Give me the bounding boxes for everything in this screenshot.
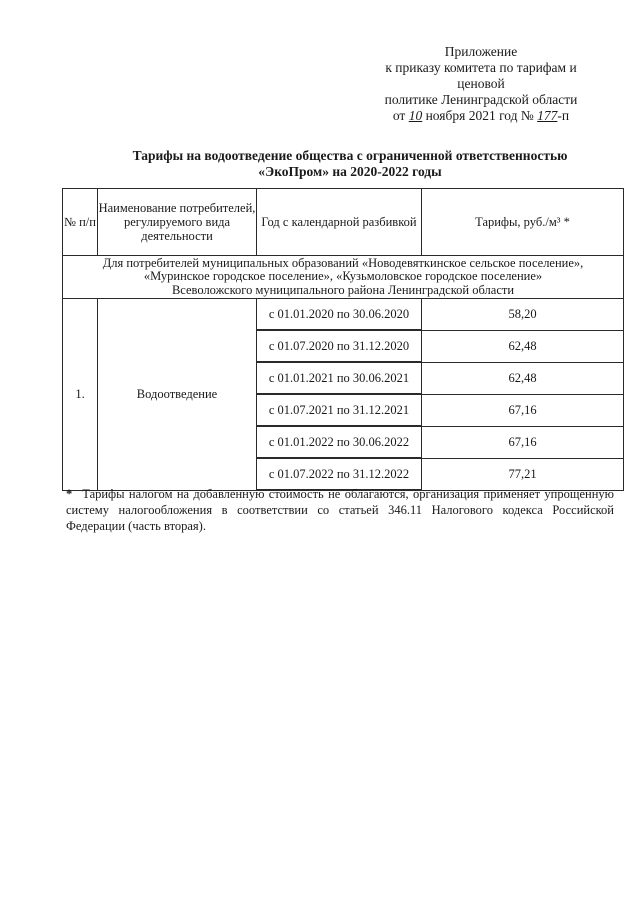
footnote-marker: *	[66, 487, 73, 501]
period-cell: с 01.01.2020 по 30.06.2020	[257, 299, 422, 331]
tariff-cell: 67,16	[422, 394, 624, 426]
period-cell: с 01.01.2021 по 30.06.2021	[257, 362, 422, 394]
group-row	[63, 256, 624, 299]
appendix-line-1: Приложение	[444, 44, 518, 59]
group-line-1: Для потребителей муниципальных образований «Новодевяткинское сельское поселение»,	[102, 255, 584, 270]
tariff-cell: 62,48	[422, 362, 624, 394]
tariff-cell: 62,48	[422, 330, 624, 362]
appendix-header	[372, 44, 590, 124]
order-suffix: -п	[557, 108, 570, 123]
header-tariff: Тарифы, руб./м³ *	[422, 189, 624, 256]
tariff-cell: 77,21	[422, 458, 624, 490]
table-row	[63, 299, 624, 331]
title-line-2: «ЭкоПром» на 2020-2022 годы	[258, 164, 442, 179]
title-line-1: Тарифы на водоотведение общества с ограниченной ответственностью	[132, 148, 568, 163]
header-num: № п/п	[63, 189, 98, 256]
footnote	[66, 486, 614, 534]
order-number: 177	[537, 108, 558, 123]
row-service-name: Водоотведение	[98, 299, 257, 491]
document-title	[60, 148, 640, 180]
group-line-3: Всеволожского муниципального района Ленинградской области	[171, 282, 515, 297]
tariff-table	[62, 188, 624, 491]
tariff-cell: 58,20	[422, 299, 624, 331]
period-cell: с 01.01.2022 по 30.06.2022	[257, 426, 422, 458]
order-middle: ноября 2021 год №	[422, 108, 538, 123]
header-year: Год с календарной разбивкой	[257, 189, 422, 256]
header-name: Наименование потребителей, регулируемого вида деятельности	[98, 189, 257, 256]
period-cell: с 01.07.2020 по 31.12.2020	[257, 330, 422, 362]
row-number: 1.	[63, 299, 98, 491]
footnote-text: Тарифы налогом на добавленную стоимость не облагаются, организация применяет упрощенную систему налогообложения в соответствии со статьей 346.11 Налогового кодекса Российской Федерации (часть вторая).	[66, 487, 614, 533]
group-line-2: «Муринское городское поселение», «Кузьмоловское городское поселение»	[143, 269, 543, 284]
period-cell: с 01.07.2022 по 31.12.2022	[257, 458, 422, 490]
appendix-order-line	[372, 108, 590, 124]
period-cell: с 01.07.2021 по 31.12.2021	[257, 394, 422, 426]
appendix-line-3: политике Ленинградской области	[384, 92, 578, 107]
appendix-line-2: к приказу комитета по тарифам и ценовой	[385, 60, 577, 91]
table-header-row	[63, 189, 624, 256]
group-cell	[63, 256, 624, 299]
tariff-cell: 67,16	[422, 426, 624, 458]
order-day: 10	[408, 108, 423, 123]
order-prefix: от	[392, 108, 409, 123]
